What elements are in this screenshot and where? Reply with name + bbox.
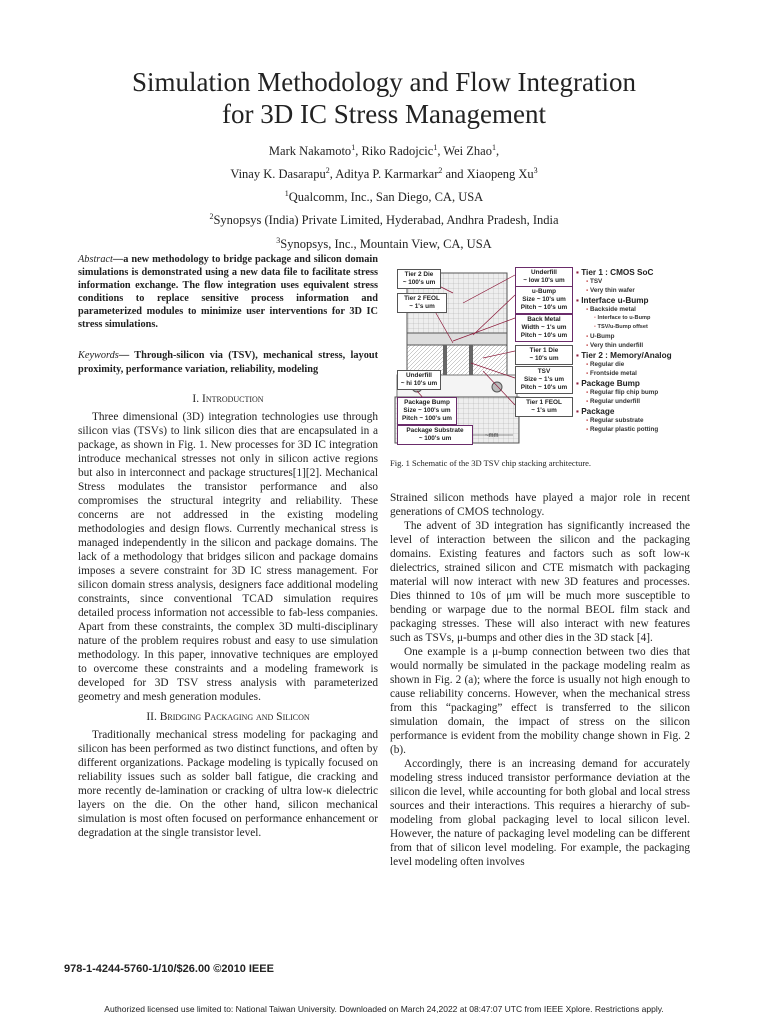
legend-item: ▪ Regular underfill [576, 397, 696, 406]
abstract-label: Abstract [78, 254, 113, 265]
keywords-label: Keywords [78, 350, 119, 361]
label-tier2-die: Tier 2 Die ~ 100's um [397, 269, 441, 289]
paragraph: Accordingly, there is an increasing demand for accurately modeling stress induced transistor performance deviation at the silicon die level, while accounting for both global and local stress sources and their interactions. This requires a hierarchy of sub-modeling from global packaging level to local silicon level. However, the nature of packaging level modeling can be different from that of silicon level modeling. For example, the packaging level modeling often involves [390, 758, 690, 868]
label-tier1-die: Tier 1 Die ~ 10's um [515, 345, 573, 365]
label-tier1-feol: Tier 1 FEOL ~ 1's um [515, 397, 573, 417]
section-2-paragraph: Traditionally mechanical stress modeling for packaging and silicon has been performed as two distinct functions, and often by different organizations. Package modeling is typically focused on reliability issues such as solder ball fatigue, die cracking and more recently de-lamination or cracking of ultra low-κ dielectric layers on the die. On the other hand, silicon mechanical simulation is most often focused on performance enhancement or degradation at the single transistor level. [78, 729, 378, 839]
legend-package-bump: ▪ Package Bump [576, 379, 696, 388]
legend-package: ▪ Package [576, 407, 696, 416]
authors-line-1: Mark Nakamoto$^1$, Riko Radojcic$^1$, Wei Zhao$^1$, [268, 143, 500, 159]
footer-license: Authorized licensed use limited to: National Taiwan University. Downloaded on March 24,2022 at 08:47:07 UTC from IEEE Xplore. Restrictions apply. [104, 1004, 664, 1014]
keywords [78, 349, 378, 377]
legend-item: ▪ U-Bump [576, 332, 696, 341]
legend-tier2: ▪ Tier 2 : Memory/Analog [576, 351, 696, 360]
legend-item: ▪ Regular plastic potting [576, 425, 696, 434]
legend-item: ▪ TSV [576, 277, 696, 286]
footer-copyright: 978-1-4244-5760-1/10/$26.00 ©2010 IEEE [64, 963, 274, 975]
section-2-heading: II. Bridging Packaging and Silicon [146, 711, 310, 723]
tsv-shape [443, 345, 447, 375]
abstract [78, 253, 378, 331]
legend-item: ▪ Backside metal [576, 305, 696, 314]
title-line-2: for 3D IC Stress Management [222, 99, 546, 129]
legend-item: ▪ Regular flip chip bump [576, 388, 696, 397]
legend-item: ▪ Regular die [576, 360, 696, 369]
legend-item: ▪ Frontside metal [576, 369, 696, 378]
figure-1-caption: Fig. 1 Schematic of the 3D TSV chip stacking architecture. [390, 458, 592, 468]
title-line-1: Simulation Methodology and Flow Integration [132, 67, 636, 97]
legend-item: ▪ TSV/u-Bump offset [576, 323, 696, 332]
paragraph: The advent of 3D integration has significantly increased the level of interaction between the silicon and the packaging domains. Existing features and factors such as soft low-κ dielectrics, strained silicon and CTE mismatch with packaging material will now interact with new 3D features and processes. Dies thinned to 10s of μm will be much more susceptible to bending or warpage due to the normal BEOL film stack and packaging stresses. These will also interact with new features such as TSVs, μ-bumps and other dies in the 3D stack [4]. [390, 520, 690, 644]
interface-layer-shape [407, 333, 507, 345]
label-package-substrate: Package Substrate ~ 100's um [397, 425, 473, 445]
label-tsv: TSV Size ~ 1's um Pitch ~ 10's um [515, 366, 573, 394]
legend-interface-ubump: ▪ Interface u-Bump [576, 296, 696, 305]
figure-1 [393, 263, 693, 453]
section-1-paragraph: Three dimensional (3D) integration technologies use through silicon vias (TSVs) to link silicon dies that are encapsulated in a package, as shown in Fig. 1. New processes for 3D IC integration introduce mechanical stresses not only in silicon active regions but also in interconnect and package structures[1][2]. Mechanical Stress modulates the transistor performance and also compromises the structural integrity and reliability. These concerns are not addressed in the existing modeling methodologies and design flows. Currently mechanical stress is managed independently in the silicon and package domains. The lack of a methodology that bridges silicon and package domains imposes a severe constraint for 3D IC stress management. For silicon domain stress analysis, designers face additional modeling constraints, since conventional TCAD simulation requires detailed process information not accessible to fab-less companies. Apart from these constraints, the complex 3D multi-disciplinary nature of the problem requires robust and easy to use simulation methodology. In this paper, innovative techniques are employed to overcome these constraints and a modeling framework is developed for 3D TSV stress analysis with parameterized geometry and mesh generation modules. [78, 411, 378, 703]
affiliation-2: $^2$Synopsys (India) Private Limited, Hyderabad, Andhra Pradesh, India [209, 212, 559, 228]
legend-tier1: ▪ Tier 1 : CMOS SoC [576, 268, 696, 277]
tsv-shape [469, 345, 473, 375]
label-package-bump: Package Bump Size ~ 100's um Pitch ~ 100's um [397, 397, 457, 425]
package-bump-shape [492, 382, 502, 392]
authors-line-2: Vinay K. Dasarapu$^2$, Aditya P. Karmarkar$^2$ and Xiaopeng Xu$^3$ [230, 166, 538, 182]
figure-legend [576, 267, 696, 434]
right-column-body [390, 491, 690, 869]
legend-item: ▪ Very thin underfill [576, 341, 696, 350]
legend-item: ▪ Regular substrate [576, 416, 696, 425]
paper-title [0, 66, 768, 130]
left-column-body [78, 386, 378, 840]
label-tier2-feol: Tier 2 FEOL ~ 1's um [397, 293, 447, 313]
paragraph: Strained silicon methods have played a major role in recent generations of CMOS technology. [390, 492, 690, 518]
label-ubump: u-Bump Size ~ 10's um Pitch ~ 10's um [515, 286, 573, 314]
legend-item: ▪ Very thin wafer [576, 286, 696, 295]
affiliation-3: $^3$Synopsys, Inc., Mountain View, CA, USA [276, 235, 492, 251]
paragraph: One example is a μ-bump connection between two dies that would normally be simulated in the package modeling realm as shown in Fig. 2 (a); where the force is usually not high enough to cause reliability concerns. However, when the mechanical stress from this “packaging” effect is transferred to the silicon simulation domain, the impact of stress on the silicon performance is evident from the mobility change shown in Fig. 2 (b). [390, 646, 690, 756]
legend-item: ▪ Interface to u-Bump [576, 314, 696, 323]
keywords-text: — Through-silicon via (TSV), mechanical stress, layout proximity, performance variation, reliability, modeling [78, 350, 378, 375]
label-back-metal: Back Metal Width ~ 1's um Pitch ~ 10's um [515, 314, 573, 342]
abstract-text: —a new methodology to bridge package and silicon domain simulations is demonstrated using a new data file to facilitate stress information exchange. The flow integration uses equivalent stress conditions to replace sensitive process information and parameterized modules to minimize user interventions for 3D IC stress simulations. [78, 254, 378, 330]
affiliation-1: $^1$Qualcomm, Inc., San Diego, CA, USA [284, 189, 484, 205]
label-underfill-right: Underfill ~ low 10's um [515, 267, 573, 287]
section-1-heading: I. Introduction [192, 393, 264, 405]
label-underfill-left: Underfill ~ hi 10's um [397, 370, 441, 390]
author-block [0, 138, 768, 254]
label-mm: ~mm [485, 433, 499, 439]
